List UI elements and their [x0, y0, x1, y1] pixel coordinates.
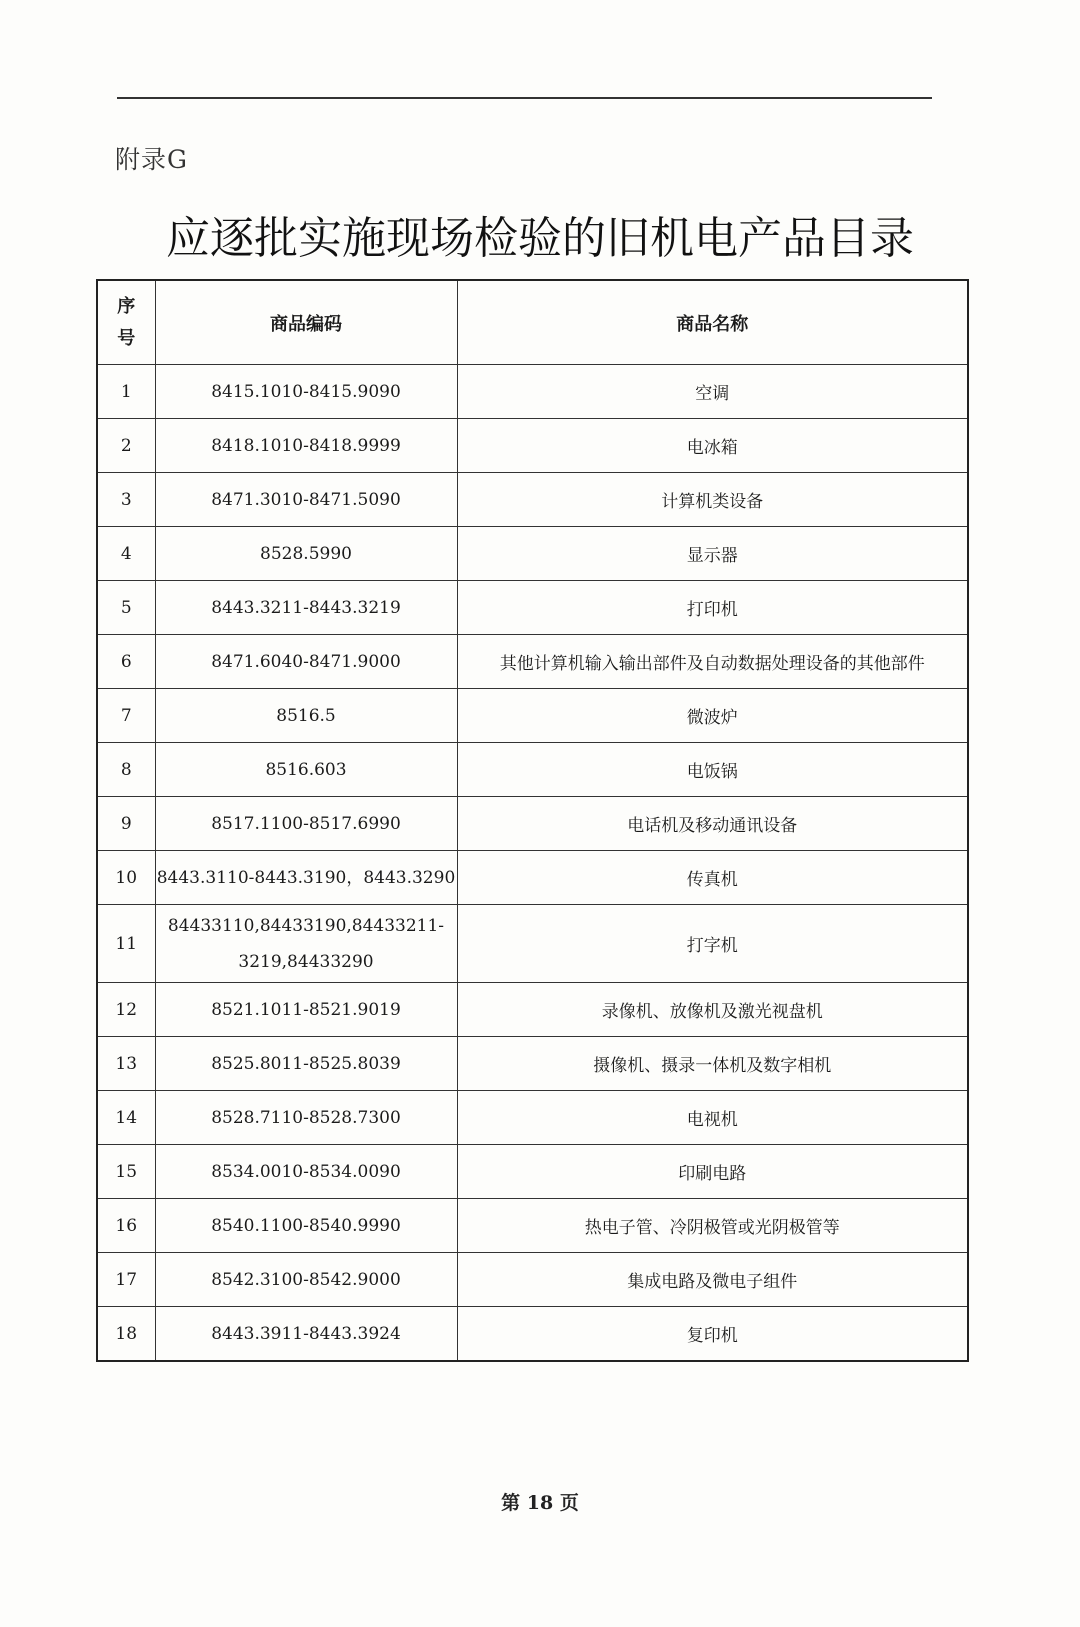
table-row: [97, 473, 968, 527]
row-name: 热电子管、冷阴极管或光阴极管等: [457, 1199, 968, 1253]
row-code: 8540.1100-8540.9990: [155, 1199, 457, 1253]
row-seq: 16: [97, 1199, 155, 1253]
page-title: 应逐批实施现场检验的旧机电产品目录: [166, 213, 914, 264]
column-header-seq: 序 号: [97, 280, 155, 365]
table-header-row: [97, 280, 968, 365]
row-seq: 14: [97, 1091, 155, 1145]
table-row: [97, 581, 968, 635]
row-code: 8516.603: [155, 743, 457, 797]
table-row: [97, 527, 968, 581]
row-name: 电话机及移动通讯设备: [457, 797, 968, 851]
row-code: 8516.5: [155, 689, 457, 743]
row-name: 集成电路及微电子组件: [457, 1253, 968, 1307]
row-seq: 4: [97, 527, 155, 581]
row-seq: 12: [97, 983, 155, 1037]
row-code: 8534.0010-8534.0090: [155, 1145, 457, 1199]
row-name: 打字机: [457, 905, 968, 983]
table-row: [97, 365, 968, 419]
table-row: [97, 851, 968, 905]
row-name: 复印机: [457, 1307, 968, 1362]
row-code: 8542.3100-8542.9000: [155, 1253, 457, 1307]
row-seq: 15: [97, 1145, 155, 1199]
row-name: 微波炉: [457, 689, 968, 743]
row-code: 8525.8011-8525.8039: [155, 1037, 457, 1091]
row-name: 计算机类设备: [457, 473, 968, 527]
row-code: 84433110,84433190,84433211-3219,84433290: [155, 905, 457, 983]
row-name: 录像机、放像机及激光视盘机: [457, 983, 968, 1037]
product-catalog-table: [96, 279, 969, 1362]
table-row: [97, 905, 968, 983]
row-name: 印刷电路: [457, 1145, 968, 1199]
row-code: 8418.1010-8418.9999: [155, 419, 457, 473]
table-row: [97, 689, 968, 743]
row-seq: 3: [97, 473, 155, 527]
row-seq: 6: [97, 635, 155, 689]
row-seq: 5: [97, 581, 155, 635]
table-row: [97, 419, 968, 473]
row-code: 8521.1011-8521.9019: [155, 983, 457, 1037]
row-seq: 1: [97, 365, 155, 419]
table-row: [97, 1145, 968, 1199]
table-row: [97, 983, 968, 1037]
row-seq: 9: [97, 797, 155, 851]
table-row: [97, 1307, 968, 1362]
row-seq: 10: [97, 851, 155, 905]
column-header-name: 商品名称: [457, 280, 968, 365]
table-row: [97, 1091, 968, 1145]
table-row: [97, 797, 968, 851]
row-code: 8517.1100-8517.6990: [155, 797, 457, 851]
row-seq: 18: [97, 1307, 155, 1362]
column-header-code: 商品编码: [155, 280, 457, 365]
row-name: 显示器: [457, 527, 968, 581]
row-seq: 17: [97, 1253, 155, 1307]
page-number: 第 18 页: [501, 1492, 579, 1514]
row-code: 8528.7110-8528.7300: [155, 1091, 457, 1145]
row-code: 8443.3911-8443.3924: [155, 1307, 457, 1362]
row-name: 空调: [457, 365, 968, 419]
table-row: [97, 1037, 968, 1091]
row-name: 其他计算机输入输出部件及自动数据处理设备的其他部件: [457, 635, 968, 689]
row-seq: 2: [97, 419, 155, 473]
row-code: 8443.3211-8443.3219: [155, 581, 457, 635]
table-body: [97, 365, 968, 1362]
table-row: [97, 635, 968, 689]
table-row: [97, 1253, 968, 1307]
row-name: 打印机: [457, 581, 968, 635]
row-code: 8528.5990: [155, 527, 457, 581]
row-name: 电饭锅: [457, 743, 968, 797]
table-row: [97, 1199, 968, 1253]
row-seq: 7: [97, 689, 155, 743]
row-code: 8415.1010-8415.9090: [155, 365, 457, 419]
row-code: 8471.3010-8471.5090: [155, 473, 457, 527]
row-name: 传真机: [457, 851, 968, 905]
header-rule: [117, 97, 932, 99]
row-name: 摄像机、摄录一体机及数字相机: [457, 1037, 968, 1091]
row-seq: 8: [97, 743, 155, 797]
row-code: 8443.3110-8443.3190，8443.3290: [155, 851, 457, 905]
row-seq: 13: [97, 1037, 155, 1091]
row-seq: 11: [97, 905, 155, 983]
row-name: 电视机: [457, 1091, 968, 1145]
row-name: 电冰箱: [457, 419, 968, 473]
row-code: 8471.6040-8471.9000: [155, 635, 457, 689]
table-row: [97, 743, 968, 797]
appendix-label: 附录G: [115, 145, 188, 174]
